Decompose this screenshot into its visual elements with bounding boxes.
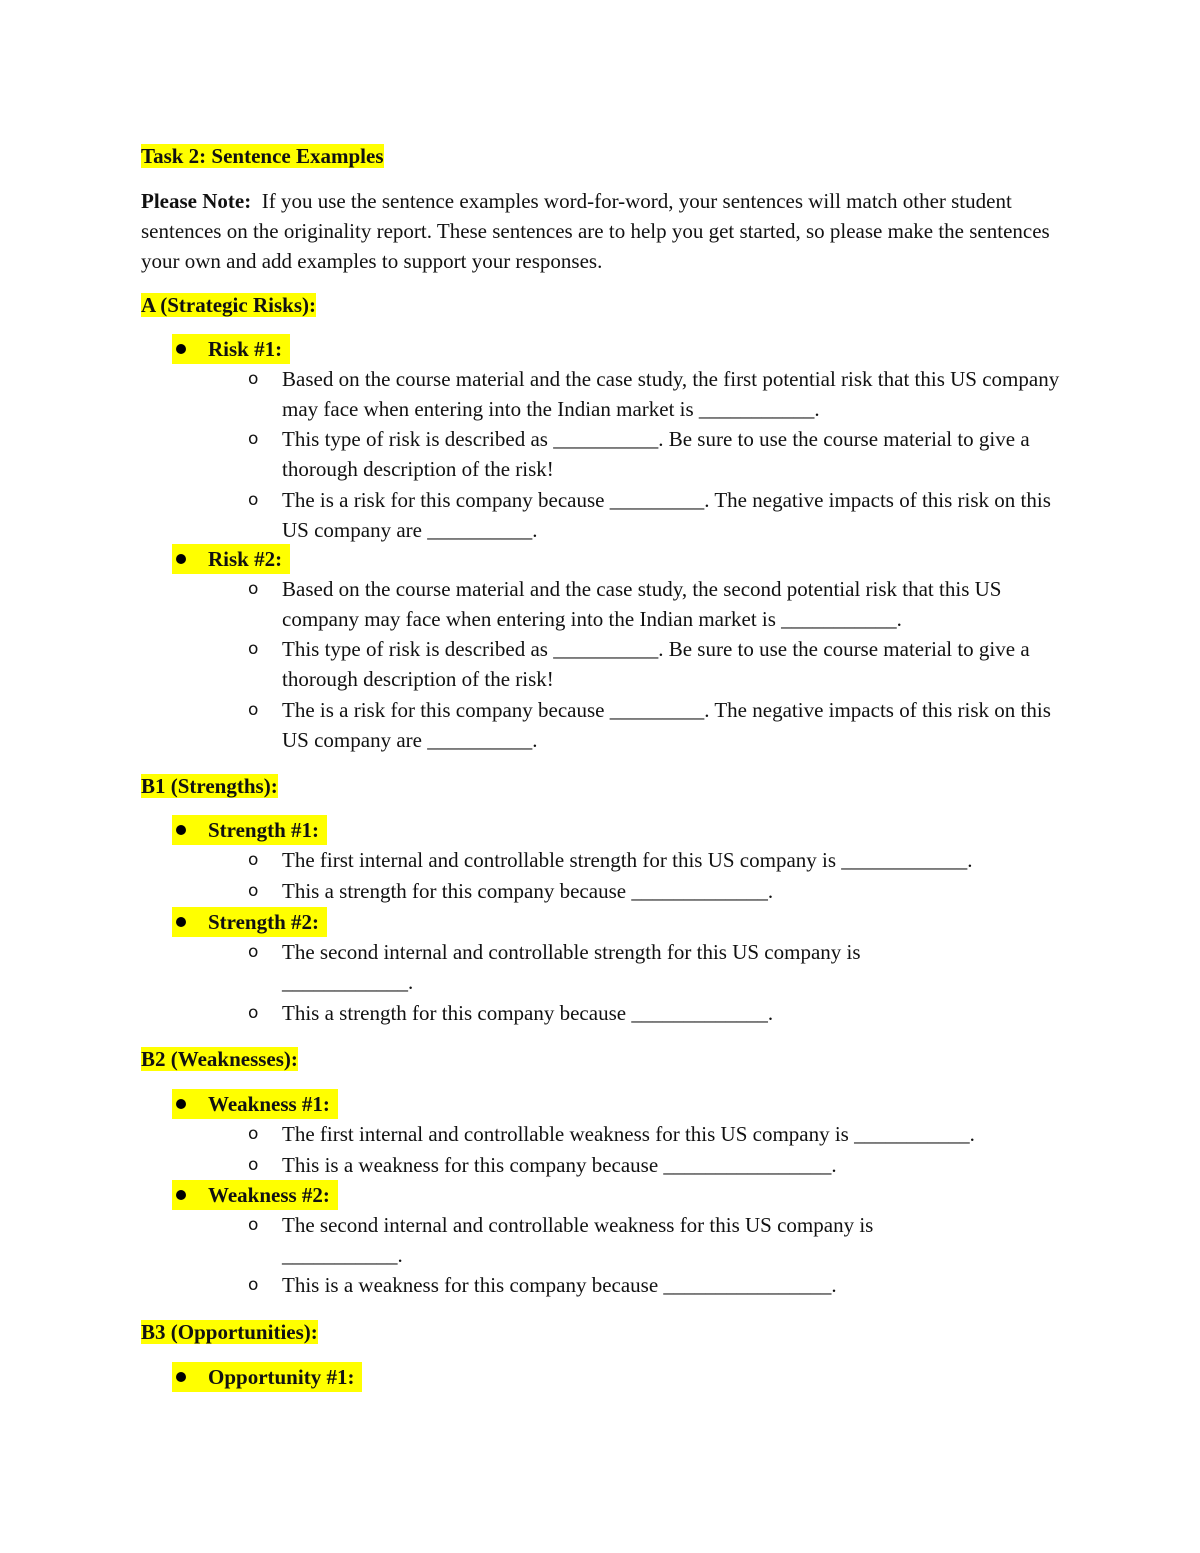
circle-bullet-icon: o <box>248 490 259 510</box>
bullet-dot-icon <box>176 1099 186 1109</box>
sub-item: o The is a risk for this company because _________. The negative impacts of this risk on this US company are __________. <box>282 695 1072 755</box>
section-heading-weaknesses: B2 (Weaknesses): <box>141 1047 298 1071</box>
sub-item: o Based on the course material and the case study, the first potential risk that this US company may face when entering into the Indian market is ___________. <box>282 364 1072 424</box>
circle-bullet-icon: o <box>248 881 259 901</box>
bullet-dot-icon <box>176 917 186 927</box>
sub-item: o This a strength for this company because _____________. <box>282 876 1072 906</box>
circle-bullet-icon: o <box>248 700 259 720</box>
sub-item: o This type of risk is described as __________. Be sure to use the course material to give a thorough description of the risk! <box>282 634 1072 694</box>
note-label: Please Note: <box>141 189 252 213</box>
sub-item: o This is a weakness for this company because ________________. <box>282 1270 1072 1300</box>
bullet-dot-icon <box>176 1190 186 1200</box>
sub-item: o The is a risk for this company because _________. The negative impacts of this risk on this US company are __________. <box>282 485 1072 545</box>
circle-bullet-icon: o <box>248 850 259 870</box>
bullet-risk-1: Risk #1: <box>172 334 290 364</box>
section-heading-opportunities: B3 (Opportunities): <box>141 1320 318 1344</box>
circle-bullet-icon: o <box>248 942 259 962</box>
sub-item: o The first internal and controllable strength for this US company is ____________. <box>282 845 1072 875</box>
circle-bullet-icon: o <box>248 1124 259 1144</box>
bullet-dot-icon <box>176 1372 186 1382</box>
bullet-risk-2: Risk #2: <box>172 544 290 574</box>
note-paragraph <box>141 186 1081 276</box>
bullet-opportunity-1: Opportunity #1: <box>172 1362 362 1392</box>
sub-item: o This type of risk is described as __________. Be sure to use the course material to give a thorough description of the risk! <box>282 424 1072 484</box>
sub-item: o The second internal and controllable strength for this US company is ____________. <box>282 937 982 997</box>
sub-item: o The second internal and controllable weakness for this US company is ___________. <box>282 1210 982 1270</box>
note-text: If you use the sentence examples word-for-word, your sentences will match other student sentences on the originality report. These sentences are to help you get started, so please make the sentences your own and add examples to support your responses. <box>141 189 1050 273</box>
bullet-strength-2: Strength #2: <box>172 907 327 937</box>
bullet-dot-icon <box>176 825 186 835</box>
circle-bullet-icon: o <box>248 1275 259 1295</box>
circle-bullet-icon: o <box>248 369 259 389</box>
sub-item: o The first internal and controllable weakness for this US company is ___________. <box>282 1119 1072 1149</box>
bullet-weakness-2: Weakness #2: <box>172 1180 338 1210</box>
sub-item: o This a strength for this company because _____________. <box>282 998 1072 1028</box>
circle-bullet-icon: o <box>248 579 259 599</box>
sub-item: o This is a weakness for this company because ________________. <box>282 1150 1072 1180</box>
circle-bullet-icon: o <box>248 429 259 449</box>
circle-bullet-icon: o <box>248 639 259 659</box>
bullet-strength-1: Strength #1: <box>172 815 327 845</box>
circle-bullet-icon: o <box>248 1003 259 1023</box>
sub-item: o Based on the course material and the case study, the second potential risk that this US company may face when entering into the Indian market is ___________. <box>282 574 1072 634</box>
circle-bullet-icon: o <box>248 1155 259 1175</box>
bullet-weakness-1: Weakness #1: <box>172 1089 338 1119</box>
page-title: Task 2: Sentence Examples <box>141 144 384 168</box>
section-heading-strategic-risks: A (Strategic Risks): <box>141 293 316 317</box>
section-heading-strengths: B1 (Strengths): <box>141 774 278 798</box>
bullet-dot-icon <box>176 554 186 564</box>
bullet-dot-icon <box>176 344 186 354</box>
circle-bullet-icon: o <box>248 1215 259 1235</box>
